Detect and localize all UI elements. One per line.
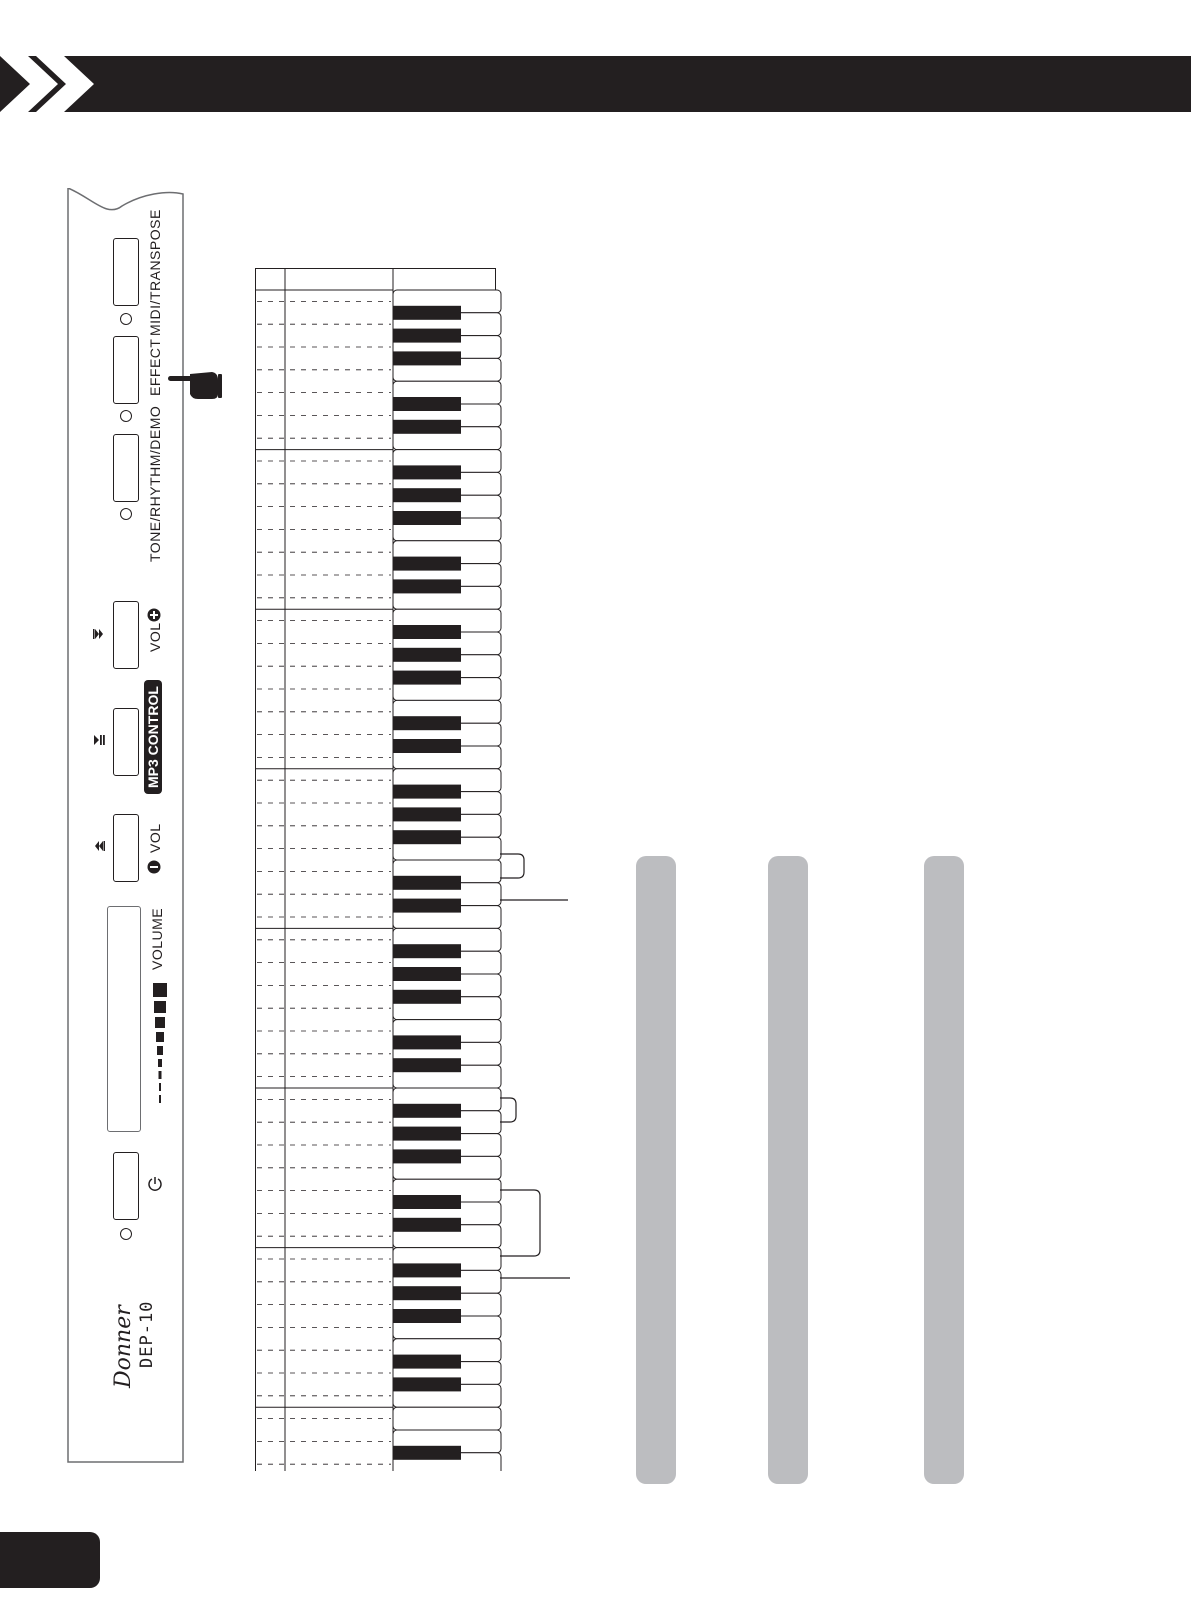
vol-minus-button[interactable]: [113, 814, 139, 882]
power-icon: [147, 1176, 163, 1192]
bracket-annotations: [500, 850, 580, 1300]
tone-rhythm-demo-label: TONE/RHYTHM/DEMO: [147, 405, 163, 562]
black-key: [393, 1286, 461, 1300]
minus-circle-icon: [147, 860, 161, 874]
black-key: [393, 990, 461, 1004]
prev-track-icon: [93, 840, 105, 852]
chevron-arrows-icon: [0, 56, 110, 112]
volume-level-icon: [153, 983, 167, 1123]
power-button[interactable]: [113, 1152, 139, 1220]
play-pause-button[interactable]: [113, 708, 139, 776]
effect-button[interactable]: [113, 336, 139, 404]
black-key: [393, 1127, 461, 1141]
vol-plus-button[interactable]: [113, 601, 139, 669]
midi-transpose-label: MIDI/TRANSPOSE: [147, 209, 163, 336]
play-pause-icon: [93, 734, 105, 746]
brand-logo: Donner: [111, 1305, 136, 1388]
grey-column-3: [924, 856, 964, 1484]
black-key: [393, 397, 461, 411]
black-key: [393, 671, 461, 685]
black-key: [393, 1058, 461, 1072]
black-key: [393, 625, 461, 639]
tone-rhythm-demo-button[interactable]: [113, 434, 139, 502]
black-key: [393, 648, 461, 662]
grey-column-2: [768, 856, 808, 1484]
black-key: [393, 351, 461, 365]
pointing-hand-icon: [168, 370, 224, 400]
mp3-control-badge: MP3 CONTROL: [144, 680, 162, 794]
white-key: [393, 1407, 501, 1430]
black-key: [393, 1309, 461, 1323]
black-key: [393, 1195, 461, 1209]
effect-label: EFFECT: [147, 338, 163, 396]
black-key: [393, 557, 461, 571]
page-number-tab: [0, 1532, 100, 1588]
black-key: [393, 739, 461, 753]
black-key: [393, 329, 461, 343]
next-track-icon: [93, 628, 105, 640]
vol-minus-label: VOL: [147, 823, 163, 853]
keyboard-diagram: [255, 268, 515, 1471]
black-key: [393, 488, 461, 502]
midi-transpose-button[interactable]: [113, 238, 139, 306]
black-key: [393, 1355, 461, 1369]
black-key: [393, 511, 461, 525]
black-key: [393, 420, 461, 434]
black-key: [393, 1218, 461, 1232]
vol-plus-label: VOL: [147, 622, 163, 652]
black-key: [393, 306, 461, 320]
black-key: [393, 807, 461, 821]
black-key: [393, 1263, 461, 1277]
black-key: [393, 1104, 461, 1118]
black-key: [393, 830, 461, 844]
black-key: [393, 1377, 461, 1391]
black-key: [393, 716, 461, 730]
black-key: [393, 579, 461, 593]
mp3-control-label: [145, 680, 163, 794]
plus-circle-icon: [147, 608, 161, 622]
model-name: DEP-10: [137, 1300, 157, 1368]
black-key: [393, 1035, 461, 1049]
black-key: [393, 944, 461, 958]
volume-slider[interactable]: [107, 906, 141, 1132]
volume-label: VOLUME: [149, 907, 165, 970]
black-key: [393, 785, 461, 799]
power-led: [120, 1228, 132, 1240]
tone-rhythm-demo-led: [120, 508, 132, 520]
header-bar: [0, 56, 1191, 112]
effect-led: [120, 410, 132, 422]
black-key: [393, 876, 461, 890]
black-key: [393, 899, 461, 913]
black-key: [393, 465, 461, 479]
black-key: [393, 1149, 461, 1163]
midi-transpose-led: [120, 313, 132, 325]
black-key: [393, 1446, 461, 1460]
black-key: [393, 967, 461, 981]
grey-column-1: [636, 856, 676, 1484]
